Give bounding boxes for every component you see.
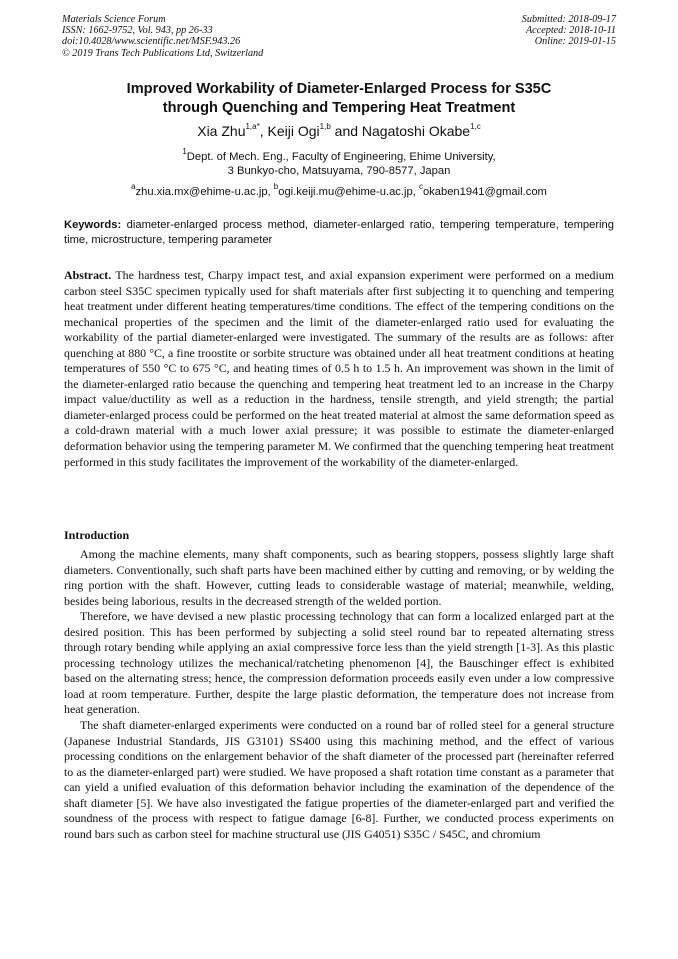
author-name: Keiji Ogi [267,123,320,139]
author-affiliation-mark: 1,c [470,122,481,132]
journal-copyright: © 2019 Trans Tech Publications Ltd, Switzerland [62,47,264,59]
affiliation [0,147,678,178]
email-mark: b [273,182,279,192]
abstract-label: Abstract. [64,268,112,282]
paragraph: The shaft diameter-enlarged experiments were conducted on a round bar of rolled steel for a general structure (Japanese Industrial Standards, JIS G3101) SS400 using this machining method, and the effect of various processing conditions on the enlargement behavior of the shaft diameter of the processed part (hereinafter referred to as the diameter-enlarged part) were studied. We have proposed a shaft rotation time constant as a parameter that can yield a unified evaluation of this deformation behavior including the examination of the dependence of the shaft diameter [5]. We have also investigated the fatigue properties of the diameter-enlarged part and verified the soundness of the process with respect to fatigue damage [6-8]. Further, we conducted process experiments on round bars such as carbon steel for machine structural use (JIS G4051) S35C / S45C, and chromium [64,718,614,841]
accepted-date: Accepted: 2018-10-11 [525,25,616,37]
paragraph: Among the machine elements, many shaft components, such as bearing stoppers, possess slightly large shaft diameters. Conventionally, such shaft parts have been machined either by cutting and removing, or by welding the ring portion with the shaft. However, cutting leads to considerable wastage of material; meanwhile, welding, besides being laborious, results in the decreased strength of the welded portion. [64,547,614,608]
title-line-1: Improved Workability of Diameter-Enlarged Process for S35C [126,81,552,97]
author-separator: , [259,123,268,139]
author-affiliation-mark: 1,a* [245,122,260,132]
affiliation-line-2: 3 Bunkyo-cho, Matsuyama, 790-8577, Japan [227,165,451,177]
email-mark: a [131,182,136,192]
author-name: Xia Zhu [197,123,246,139]
author-name: Nagatoshi Okabe [361,123,471,139]
abstract [64,268,614,470]
introduction-body [64,547,614,842]
keywords-text: diameter-enlarged process method, diameter-enlarged ratio, tempering temperature, tempering time, microstructure, tempering parameter [64,219,614,246]
abstract-text: The hardness test, Charpy impact test, and axial expansion experiment were performed on a medium carbon steel S35C specimen typically used for shaft materials after first subjecting it to quenching and tempering heat treatment under different heating temperatures/time conditions. The effect of the tempering conditions on the mechanical properties of the specimen and the limit of the diameter-enlarged ratio used for evaluating the workability of the partial diameter-enlarged were investigated. The summary of the results are as follows: after quenching at 880 °C, a fine troostite or sorbite structure was obtained under all heat treatment conditions at heating temperatures of 550 °C to 675 °C, and heating times of 0.5 h to 1.5 h. An improvement was shown in the limit of the diameter-enlarged ratio because the quenching and tempering heat treatment led to an increase in the Charpy impact value/ductility as well as a reduction in the hardness, tensile strength, and yield strength; the partial diameter-enlarged process could be performed on the heat treated material at almost the same deformation speed as a cold-drawn material with a much lower axial pressure; it was possible to estimate the diameter-enlarged deformation behavior using the tempering parameter M. We confirmed that the quenching tempering heat treatment performed in this study facilitates the improvement of the workability of the diameter-enlarged. [64,268,614,469]
journal-issn: ISSN: 1662-9752, Vol. 943, pp 26-33 [62,25,213,37]
journal-name: Materials Science Forum [62,14,166,25]
journal-info [62,14,263,59]
title-line-2: through Quenching and Tempering Heat Treatment [162,100,516,116]
submission-dates [522,14,616,48]
affiliation-line-1: $^1$Dept. of Mech. Eng., Faculty of Engineering, Ehime University, [182,147,496,163]
author-separator: and [330,123,362,139]
email-address: okaben1941@gmail.com [422,186,547,198]
author-affiliation-mark: 1,b [319,122,331,132]
section-heading-introduction: Introduction [64,528,130,542]
journal-doi: doi:10.4028/www.scientific.net/MSF.943.26 [62,36,241,48]
paragraph: Therefore, we have devised a new plastic processing technology that can form a localized enlarged part at the desired position. This has been performed by subjecting a solid steel round bar to repeated alternating stress through rotary bending while applying an axial compressive force less than the yield strength [1-3]. As this plastic processing technology utilizes the mechanical/ratcheting phenomenon [4], the Bauschinger effect is exhibited based on the alternating stress; hence, the compression deformation proceeds easily even under a low compressive load at room temperature. Further, despite the large plastic deformation, the temperature does not increase from heat generation. [64,609,614,717]
keywords-label: Keywords: [64,219,122,231]
affiliation-mark: 1 [182,147,187,157]
author-list [0,122,678,140]
author-emails [0,182,678,199]
email-address: ogi.keiji.mu@ehime-u.ac.jp, [278,186,419,198]
paper-title [40,80,638,118]
online-date: Online: 2019-01-15 [534,36,616,48]
submitted-date: Submitted: 2018-09-17 [521,14,616,25]
email-mark: c [418,182,423,192]
keywords [64,218,614,248]
email-address: zhu.xia.mx@ehime-u.ac.jp, [135,186,274,198]
